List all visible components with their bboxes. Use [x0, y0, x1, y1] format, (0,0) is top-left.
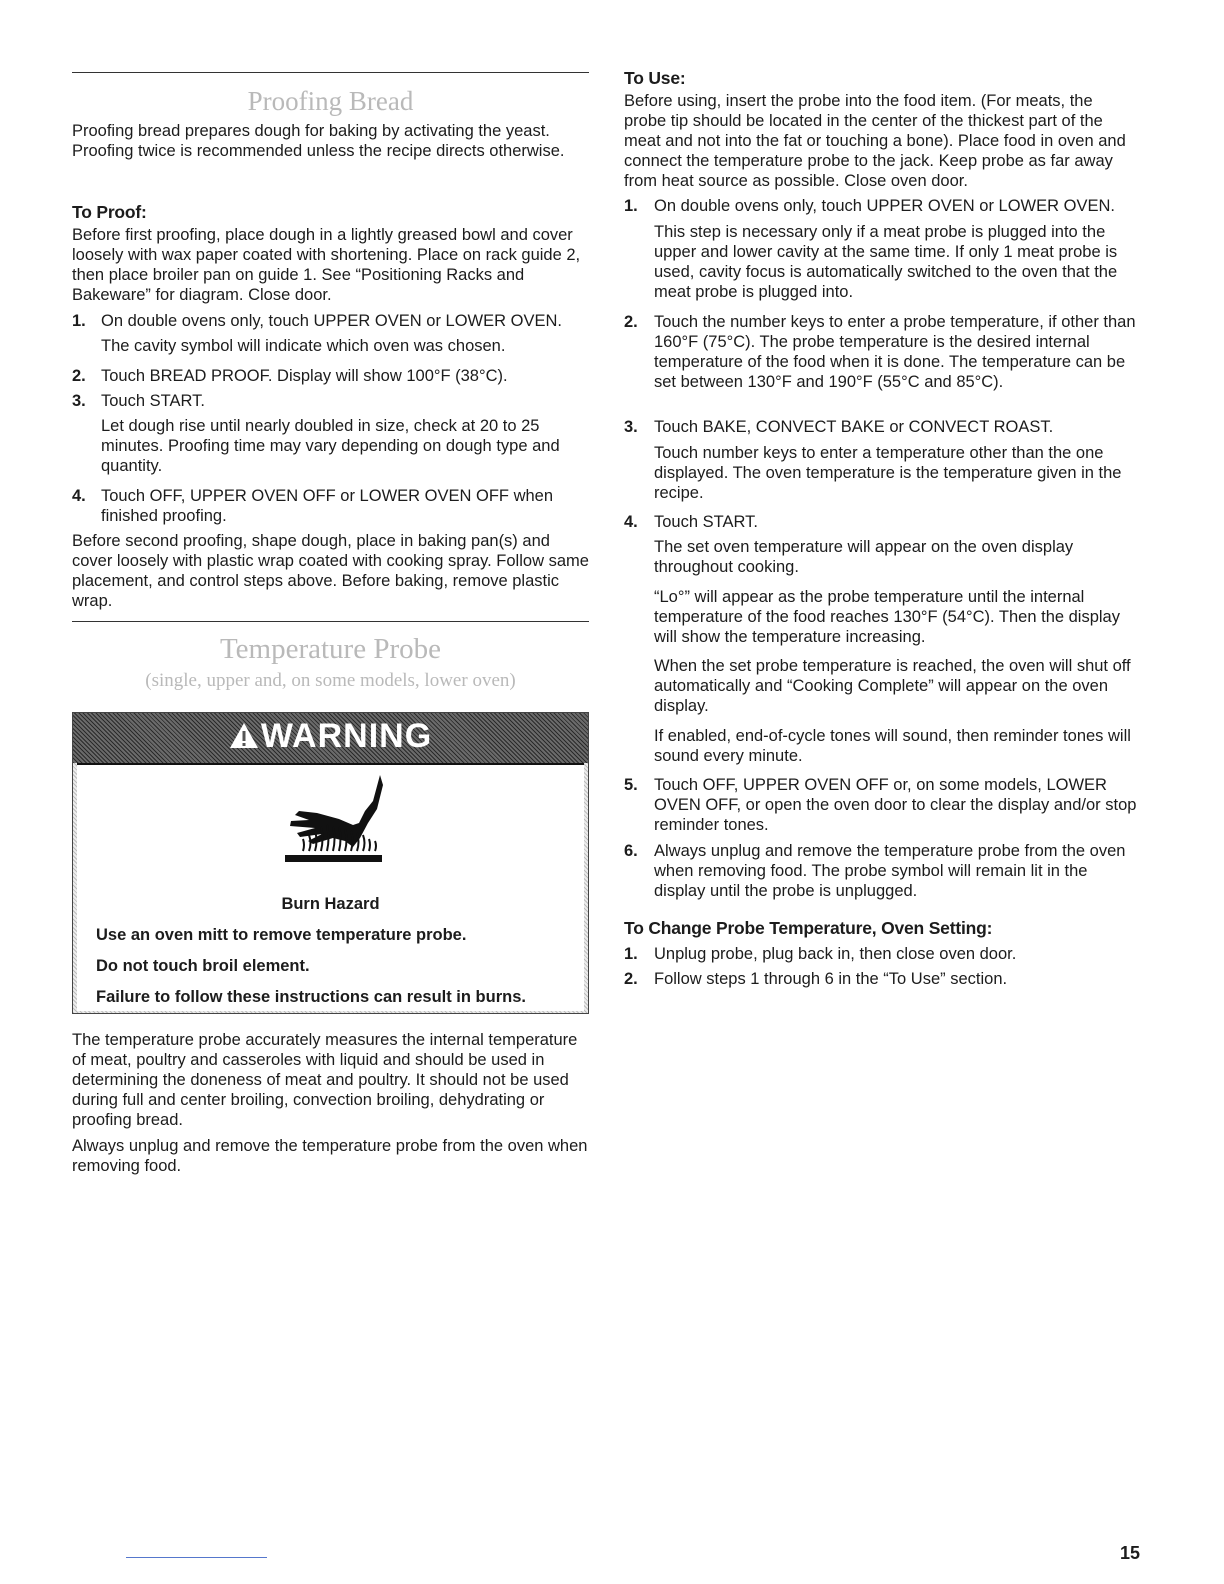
- use-step-1-note: This step is necessary only if a meat probe is plugged into the upper and lower cavity at the same time. If only 1 meat probe is used, cavity focus is automatically switched to the oven that the meat probe is plugged into.: [654, 223, 1118, 301]
- to-use-heading: To Use:: [624, 68, 686, 88]
- probe-body-2: Always unplug and remove the temperature probe from the oven when removing food.: [72, 1137, 588, 1175]
- proofing-title: Proofing Bread: [247, 86, 414, 116]
- to-proof-intro: Before first proofing, place dough in a lightly greased bowl and cover loosely with wax paper coated with shortening. Place on rack guide 2, then place broiler pan on guide 1. See “Positioning Racks and Bakeware” for diagram. Close door.: [72, 226, 581, 304]
- proof-step-3: Touch START.: [101, 392, 205, 410]
- alert-triangle-icon: [229, 722, 259, 749]
- use-step-4-note-2: “Lo°” will appear as the probe temperature until the internal temperature of the food reaches 130°F (54°C). Then the display will show the temperature increasing.: [654, 588, 1120, 646]
- warning-text-panel: [77, 883, 584, 1011]
- proof-step-1-note: The cavity symbol will indicate which oven was chosen.: [101, 337, 506, 355]
- proof-step-2: Touch BREAD PROOF. Display will show 100°F (38°C).: [101, 367, 508, 385]
- section-rule: [72, 621, 589, 622]
- proof-step-3-num: 3.: [72, 392, 86, 410]
- warning-heading: [73, 717, 588, 756]
- warning-line-3: Failure to follow these instructions can result in burns.: [96, 988, 526, 1006]
- use-step-5: Touch OFF, UPPER OVEN OFF or, on some models, LOWER OVEN OFF, or open the oven door to clear the display and/or stop reminder tones.: [654, 776, 1137, 834]
- warning-word: WARNING: [260, 717, 433, 755]
- probe-subtitle: (single, upper and, on some models, lower oven): [145, 670, 516, 691]
- warning-header: [73, 713, 588, 763]
- top-rule: [72, 72, 589, 73]
- use-step-4-note-3: When the set probe temperature is reached, the oven will shut off automatically and “Cooking Complete” will appear on the oven display.: [654, 657, 1131, 715]
- use-step-1-num: 1.: [624, 197, 638, 215]
- probe-body-1: The temperature probe accurately measures the internal temperature of meat, poultry and casseroles with liquid and should be used in determining the doneness of meat and poultry. It should not be used during full and center broiling, convection broiling, dehydrating or proofing bread.: [72, 1031, 578, 1129]
- change-step-1-num: 1.: [624, 945, 638, 963]
- page-number: 15: [1120, 1543, 1141, 1563]
- proof-step-4: Touch OFF, UPPER OVEN OFF or LOWER OVEN OFF when finished proofing.: [101, 487, 554, 525]
- use-step-5-num: 5.: [624, 776, 638, 794]
- proof-step-1-num: 1.: [72, 312, 86, 330]
- hand-over-heat-icon: [77, 765, 584, 883]
- burn-hazard-graphic: [77, 763, 584, 885]
- proof-step-1: On double ovens only, touch UPPER OVEN or LOWER OVEN.: [101, 312, 562, 330]
- use-step-2: Touch the number keys to enter a probe temperature, if other than 160°F (75°C). The probe temperature is the desired internal temperature of the food when it is done. The temperature can be set between 130°F and 190°F (55°C and 85°C).: [654, 313, 1136, 391]
- warning-line-1: Use an oven mitt to remove temperature probe.: [96, 926, 467, 944]
- use-step-6: Always unplug and remove the temperature probe from the oven when removing food. The probe symbol will remain lit in the display until the probe is unplugged.: [654, 842, 1126, 900]
- use-step-4: Touch START.: [654, 513, 758, 531]
- proof-step-2-num: 2.: [72, 367, 86, 385]
- warning-box: [72, 712, 589, 1014]
- hazard-title: Burn Hazard: [281, 895, 380, 913]
- use-step-3: Touch BAKE, CONVECT BAKE or CONVECT ROAST.: [654, 418, 1054, 436]
- warning-line-2: Do not touch broil element.: [96, 957, 310, 975]
- change-step-2-num: 2.: [624, 970, 638, 988]
- to-use-intro: Before using, insert the probe into the food item. (For meats, the probe tip should be located in the center of the thickest part of the meat and not into the fat or touching a bone). Place food in oven and connect the temperature probe to the jack. Keep probe as far away from heat source as possible. Close oven door.: [624, 92, 1126, 190]
- use-step-1: On double ovens only, touch UPPER OVEN or LOWER OVEN.: [654, 197, 1115, 215]
- to-proof-heading: To Proof:: [72, 202, 147, 222]
- proof-step-4-num: 4.: [72, 487, 86, 505]
- proof-step-3-note: Let dough rise until nearly doubled in size, check at 20 to 25 minutes. Proofing time may vary depending on dough type and quantity.: [101, 417, 560, 475]
- use-step-3-note: Touch number keys to enter a temperature other than the one displayed. The oven temperature is the temperature given in the recipe.: [654, 444, 1122, 502]
- use-step-2-num: 2.: [624, 313, 638, 331]
- use-step-4-note-4: If enabled, end-of-cycle tones will sound, then reminder tones will sound every minute.: [654, 727, 1131, 765]
- bottom-blue-line: [126, 1557, 267, 1558]
- change-step-2: Follow steps 1 through 6 in the “To Use” section.: [654, 970, 1008, 988]
- use-step-4-note-1: The set oven temperature will appear on the oven display throughout cooking.: [654, 538, 1074, 576]
- change-heading: To Change Probe Temperature, Oven Setting:: [624, 918, 993, 938]
- use-step-3-num: 3.: [624, 418, 638, 436]
- proofing-second: Before second proofing, shape dough, place in baking pan(s) and cover loosely with plastic wrap coated with cooking spray. Follow same placement, and control steps above. Before baking, remove plastic wrap.: [72, 532, 589, 610]
- proofing-intro: Proofing bread prepares dough for baking by activating the yeast. Proofing twice is recommended unless the recipe directs otherwise.: [72, 122, 565, 160]
- use-step-4-num: 4.: [624, 513, 638, 531]
- use-step-6-num: 6.: [624, 842, 638, 860]
- probe-title: Temperature Probe: [219, 633, 441, 665]
- change-step-1: Unplug probe, plug back in, then close oven door.: [654, 945, 1017, 963]
